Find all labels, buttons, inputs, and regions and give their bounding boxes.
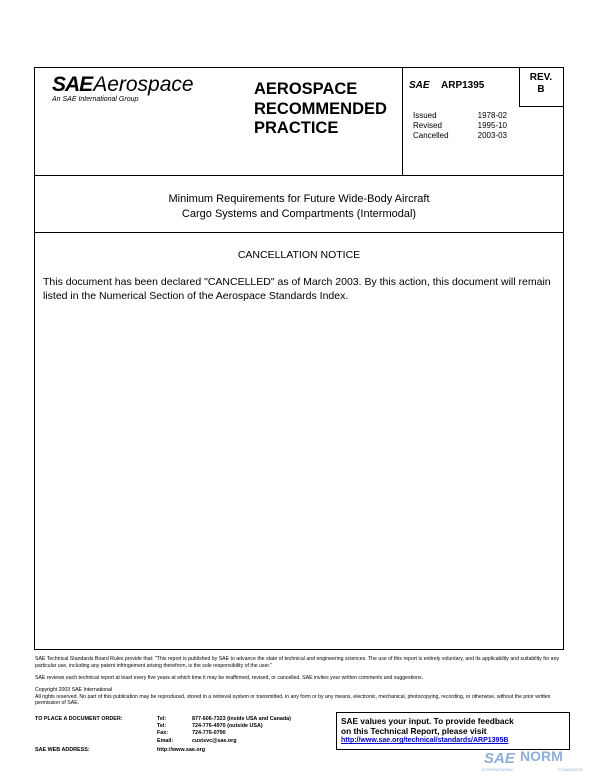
- contact-key: Email:: [157, 737, 174, 744]
- board-rules-text: SAE Technical Standards Board Rules provide that: "This report is published by SAE to advance the state of technical and engineering sciences. The use of this report is entirely voluntary, and its applicability and suitability for any particular use, including any patent infringement arising therefrom, is the sole responsibility of the user.": [35, 656, 560, 669]
- doctype-line-1: AEROSPACE: [254, 80, 358, 98]
- sae-aerospace-logo: [52, 74, 194, 96]
- sae-norm-watermark: [480, 743, 590, 773]
- date-value: 1978-02: [477, 111, 507, 120]
- date-row-issued: [413, 111, 507, 121]
- contact-email[interactable]: custsvc@sae.org: [192, 737, 237, 744]
- web-address-link[interactable]: http://www.sae.org: [157, 747, 206, 753]
- svg-text:SAE: SAE: [484, 750, 515, 767]
- svg-text:INTERNATIONAL: INTERNATIONAL: [482, 767, 514, 772]
- sae-mark: SAE: [409, 80, 430, 91]
- logo-brand: SAE: [52, 73, 93, 96]
- rights-text: All rights reserved. No part of this publication may be reproduced, stored in a retrieval system or transmitted, in any form or by any means, electronic, mechanical, photocopying, recording, or otherwise, without the prior written permission of SAE.: [35, 693, 551, 706]
- revision-box: [519, 72, 563, 96]
- date-row-revised: [413, 121, 507, 131]
- feedback-link[interactable]: http://www.sae.org/technical/standards/ARP1395B: [341, 737, 509, 744]
- revision-value: B: [537, 84, 545, 95]
- header-col-divider: [402, 67, 403, 175]
- web-address-label: SAE WEB ADDRESS:: [35, 747, 90, 753]
- header-divider: [34, 175, 564, 176]
- order-label: TO PLACE A DOCUMENT ORDER:: [35, 716, 123, 722]
- contact-value: 724-776-4970 (outside USA): [192, 723, 263, 730]
- subject-line-2: Cargo Systems and Compartments (Intermodal): [181, 208, 417, 220]
- date-label: Issued: [413, 111, 437, 120]
- doctype-line-3: PRACTICE: [254, 119, 339, 137]
- date-row-cancelled: [413, 131, 507, 141]
- date-label: Revised: [413, 121, 442, 130]
- subject-divider: [34, 232, 564, 233]
- contact-key: Tel:: [157, 723, 167, 730]
- document-dates: [413, 111, 507, 141]
- contact-key: Fax:: [157, 730, 169, 737]
- document-frame: [34, 67, 564, 650]
- feedback-line-2: on this Technical Report, please visit: [341, 726, 487, 736]
- svg-text:STANDARDS: STANDARDS: [558, 767, 583, 772]
- logo-subtitle: An SAE International Group: [52, 96, 139, 103]
- feedback-line-1: SAE values your input. To provide feedback: [341, 716, 514, 726]
- doctype-line-2: RECOMMENDED: [254, 99, 387, 118]
- contact-value: 724-776-0790: [192, 730, 226, 737]
- contact-key: Tel:: [157, 716, 167, 722]
- document-type: [254, 80, 387, 139]
- copyright-text: Copyright 2003 SAE International: [35, 687, 112, 693]
- svg-text:NORM: NORM: [520, 748, 563, 764]
- notice-title: CANCELLATION NOTICE: [237, 249, 361, 261]
- review-text: SAE reviews each technical report at least every five years at which time it may be reaffirmed, revised, or cancelled. SAE invites your written comments and suggestions.: [35, 675, 423, 681]
- revision-label: REV.: [529, 72, 553, 83]
- contact-value: 877-606-7323 (inside USA and Canada): [192, 716, 291, 722]
- rev-bottom-divider: [519, 106, 564, 107]
- logo-name: Aerospace: [93, 73, 194, 96]
- document-number: ARP1395: [441, 80, 485, 91]
- date-label: Cancelled: [413, 131, 449, 140]
- date-value: 2003-03: [477, 131, 507, 140]
- notice-body: This document has been declared "CANCELLED" as of March 2003. By this action, this document will remain listed in the Numerical Section of the Aerospace Standards Index.: [43, 276, 551, 302]
- subject-line-1: Minimum Requirements for Future Wide-Body Aircraft: [168, 193, 430, 205]
- order-contacts: [35, 716, 325, 746]
- watermark-graphic: [482, 748, 583, 772]
- date-value: 1995-10: [477, 121, 507, 130]
- document-subject: [34, 192, 564, 222]
